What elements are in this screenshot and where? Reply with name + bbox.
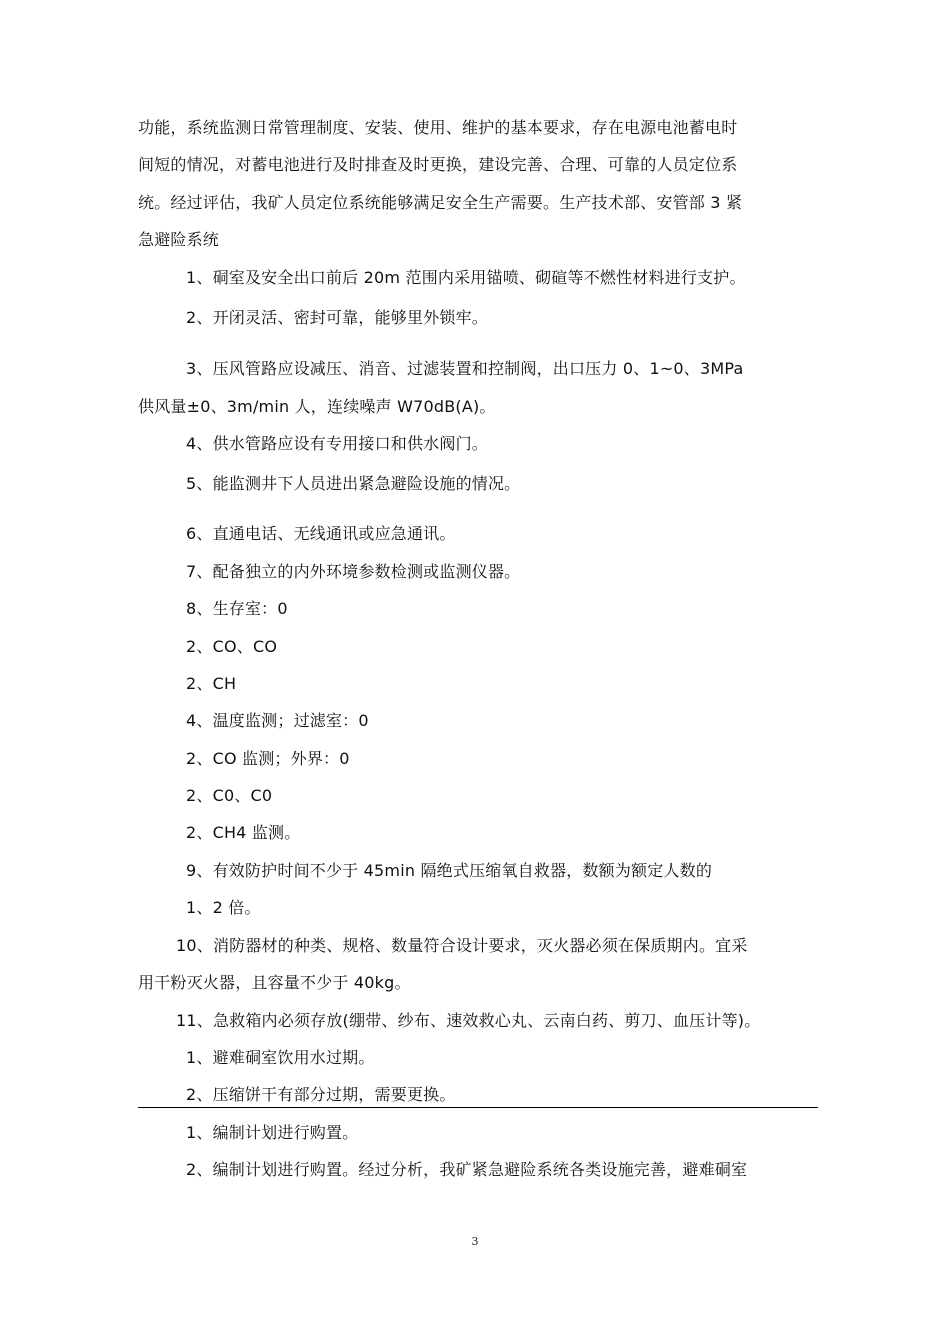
list-item: 2、编制计划进行购置。经过分析，我矿紧急避险系统各类设施完善，避难硐室 xyxy=(186,1160,748,1179)
list-item: 8、生存室：0 xyxy=(186,599,288,618)
list-item: 4、供水管路应设有专用接口和供水阀门。 xyxy=(186,434,488,453)
text-line: 统。经过评估，我矿人员定位系统能够满足安全生产需要。生产技术部、安管部 3 紧 xyxy=(138,193,743,212)
list-item: 2、CO 监测；外界：0 xyxy=(186,749,350,768)
list-item: 2、开闭灵活、密封可靠，能够里外锁牢。 xyxy=(186,308,488,327)
list-item: 1、硐室及安全出口前后 20m 范围内采用锚喷、砌碹等不燃性材料进行支护。 xyxy=(186,268,746,287)
list-item: 2、C0、C0 xyxy=(186,786,273,805)
list-item: 2、CO、CO xyxy=(186,637,278,656)
text-line: 急避险系统 xyxy=(138,230,220,249)
page-number: 3 xyxy=(471,1235,479,1248)
list-item: 1、编制计划进行购置。 xyxy=(186,1123,359,1142)
list-item: 10、消防器材的种类、规格、数量符合设计要求，灭火器必须在保质期内。宜采 xyxy=(176,936,748,955)
list-item: 9、有效防护时间不少于 45min 隔绝式压缩氧自救器，数额为额定人数的 xyxy=(186,861,713,880)
text-line: 间短的情况，对蓄电池进行及时排查及时更换，建设完善、合理、可靠的人员定位系 xyxy=(138,155,738,174)
list-item: 3、压风管路应设减压、消音、过滤装置和控制阀，出口压力 0、1~0、3MPa xyxy=(186,359,744,378)
horizontal-rule xyxy=(138,1107,818,1108)
list-item: 1、2 倍。 xyxy=(186,898,261,917)
list-item: 7、配备独立的内外环境参数检测或监测仪器。 xyxy=(186,562,521,581)
list-item: 5、能监测井下人员进出紧急避险设施的情况。 xyxy=(186,474,521,493)
text-line: 供风量±0、3m/min 人，连续噪声 W70dB(A)。 xyxy=(138,397,496,416)
list-item: 4、温度监测；过滤室：0 xyxy=(186,711,369,730)
list-item: 2、CH4 监测。 xyxy=(186,823,301,842)
list-item: 6、直通电话、无线通讯或应急通讯。 xyxy=(186,524,456,543)
list-item: 2、压缩饼干有部分过期，需要更换。 xyxy=(186,1085,456,1104)
list-item: 2、CH xyxy=(186,674,237,693)
text-line: 功能，系统监测日常管理制度、安装、使用、维护的基本要求，存在电源电池蓄电时 xyxy=(138,118,738,137)
list-item: 1、避难硐室饮用水过期。 xyxy=(186,1048,375,1067)
text-line: 用干粉灭火器，且容量不少于 40kg。 xyxy=(138,973,411,992)
list-item: 11、急救箱内必须存放(绷带、纱布、速效救心丸、云南白药、剪刀、血压计等)。 xyxy=(176,1011,761,1030)
